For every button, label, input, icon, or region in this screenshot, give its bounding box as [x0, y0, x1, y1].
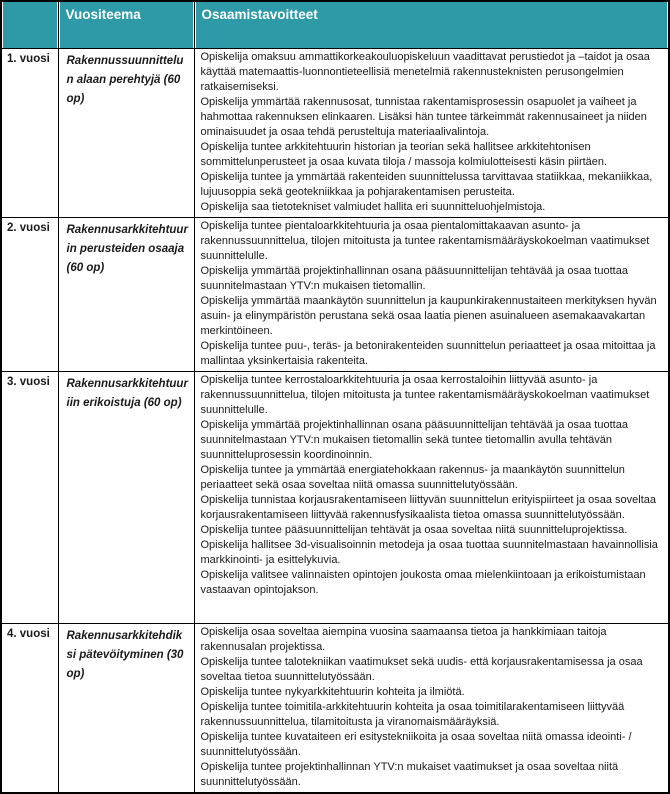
- objective-paragraph: Opiskelija valitsee valinnaisten opintojen joukosta omaa mielenkiintoaan ja erikoistumistaan vastaavan opintojakson.: [200, 568, 646, 596]
- year-label: 4. vuosi: [1, 623, 58, 793]
- table-header-row: [1, 1, 669, 48]
- table-row-year-1: [1, 48, 669, 217]
- table-row-year-3: [1, 371, 669, 623]
- year-theme: Rakennusarkkitehtuurin perusteiden osaaja (60 op): [58, 217, 194, 371]
- table-row-year-2: [1, 217, 669, 371]
- year-theme: Rakennussuunnittelun alaan perehtyjä (60 op): [58, 48, 194, 217]
- objective-paragraph: Opiskelija hallitsee 3d-visualisoinnin metodeja ja osaa tuottaa suunnitelmastaan havainnollisia markkinointi- ja esittelykuvia.: [200, 538, 658, 566]
- objectives-cell: [194, 623, 669, 793]
- year-label: 2. vuosi: [1, 217, 58, 371]
- objective-paragraph: Opiskelija tuntee arkkitehtuurin historian ja teorian sekä hallitsee arkkitehtonisen sommittelunperusteet ja osaa kuvata tiloja / massoja kolmiulotteisesti käsin piirtäen.: [200, 140, 608, 168]
- objective-paragraph: Opiskelija tuntee projektinhallinnan YTV:n mukaiset vaatimukset ja osaa soveltaa niitä suunnittelutyössään.: [200, 760, 619, 788]
- header-cell-empty: [1, 1, 58, 48]
- year-theme: Rakennusarkkitehtuuriin erikoistuja (60 op): [58, 371, 194, 623]
- objective-paragraph: Opiskelija saa tietotekniset valmiudet hallita eri suunnitteluohjelmistoja.: [200, 200, 546, 213]
- header-cell-vuositeema: Vuositeema: [58, 1, 194, 48]
- objective-paragraph: Opiskelija tuntee nykyarkkitehtuurin kohteita ja ilmiötä.: [200, 685, 465, 698]
- objective-paragraph: Opiskelija osaa soveltaa aiempina vuosina saamaansa tietoa ja hankkimiaan taitoja rakennusalan projektissa.: [200, 625, 607, 653]
- header-cell-osaamistavoitteet: Osaamistavoitteet: [194, 1, 669, 48]
- objective-paragraph: Opiskelija tunnistaa korjausrakentamiseen liittyvän suunnittelun erityispiirteet ja osaa soveltaa korjausrakentamiseen liittyvää rakennusfysikaalista tietoa omassa suunnittelutyössään.: [200, 493, 657, 521]
- objective-paragraph: Opiskelija tuntee talotekniikan vaatimukset sekä uudis- että korjausrakentamisessa ja osaa soveltaa tietoa suunnittelutyössään.: [200, 655, 643, 683]
- objective-paragraph: Opiskelija omaksuu ammattikorkeakouluopiskeluun vaadittavat perustiedot ja –taidot ja osaa käyttää matemaattis-luonnontieteellisiä menetelmiä rakennusteknisten perusongelmien ratkaisemiseksi.: [200, 50, 650, 93]
- objective-paragraph: Opiskelija tuntee ja ymmärtää rakenteiden suunnittelussa tarvittavaa statiikkaa, mekaniikkaa, lujuusoppia sekä geotekniikkaa ja pohjarakentamisen perusteita.: [200, 170, 653, 198]
- objective-paragraph: Opiskelija tuntee pientaloarkkitehtuuria ja osaa pientalomittakaavan asunto- ja rakennussuunnittelua, tilojen mitoitusta ja tuntee rakentamismääräyskokoelman vaatimukset suunnittelulle.: [200, 219, 650, 262]
- year-label: 3. vuosi: [1, 371, 58, 623]
- objective-paragraph: Opiskelija ymmärtää projektinhallinnan osana pääsuunnittelijan tehtävää ja osaa tuottaa suunnitelmastaan YTV:n mukaisen tietomallin sekä tuntee tietomallin avulla tehtävän suunnitteluprosessin koordinoinnin.: [200, 418, 628, 461]
- objective-paragraph: Opiskelija tuntee kuvataiteen eri esitystekniikoita ja osaa soveltaa niitä omassa ideointi- / suunnittelutyössään.: [200, 730, 632, 758]
- objectives-cell: [194, 371, 669, 623]
- table-row-year-4: [1, 623, 669, 793]
- objective-paragraph: Opiskelija tuntee kerrostaloarkkitehtuuria ja osaa kerrostaloihin liittyvää asunto- ja rakennussuunnittelua, tilojen mitoitusta ja tuntee rakentamismääräyskokoelman vaatimukset suunnittelulle.: [200, 373, 650, 416]
- objective-paragraph: Opiskelija tuntee puu-, teräs- ja betonirakenteiden suunnittelun periaatteet ja osaa mitoittaa ja mallintaa yksinkertaisia rakenteita.: [200, 339, 656, 367]
- year-label: 1. vuosi: [1, 48, 58, 217]
- objective-paragraph: Opiskelija ymmärtää rakennusosat, tunnistaa rakentamisprosessin osapuolet ja vaiheet ja hahmottaa rakennuksen elinkaaren. Lisäksi hän tuntee tärkeimmät rakennusaineet ja niiden ominaisuudet ja osaa tehdä perusteltuja materiaalivalintoja.: [200, 95, 647, 138]
- objectives-cell: [194, 217, 669, 371]
- objective-paragraph: Opiskelija tuntee toimitila-arkkitehtuurin kohteita ja osaa toimitilarakentamiseen liittyvää rakennussuunnittelua, tilamitoitusta ja viranomaismääräyksiä.: [200, 700, 625, 728]
- objective-paragraph: Opiskelija tuntee ja ymmärtää energiatehokkaan rakennus- ja maankäytön suunnittelun periaatteet sekä osaa soveltaa niitä omassa suunnittelutyössään.: [200, 463, 625, 491]
- objective-paragraph: Opiskelija tuntee pääsuunnittelijan tehtävät ja osaa soveltaa niitä suunnitteluprojektissa.: [200, 523, 628, 536]
- year-theme: Rakennusarkkitehdiksi pätevöityminen (30 op): [58, 623, 194, 793]
- objective-paragraph: Opiskelija ymmärtää maankäytön suunnittelun ja kaupunkirakennustaiteen merkityksen hyvän asuin- ja elinympäristön perustana sekä osaa laatia pienen asuinalueen asemakaavakartan merkintöineen.: [200, 294, 657, 337]
- objective-paragraph: Opiskelija ymmärtää projektinhallinnan osana pääsuunnittelijan tehtävää ja osaa tuottaa suunnitelmastaan YTV:n mukaisen tietomallin.: [200, 264, 628, 292]
- objectives-cell: [194, 48, 669, 217]
